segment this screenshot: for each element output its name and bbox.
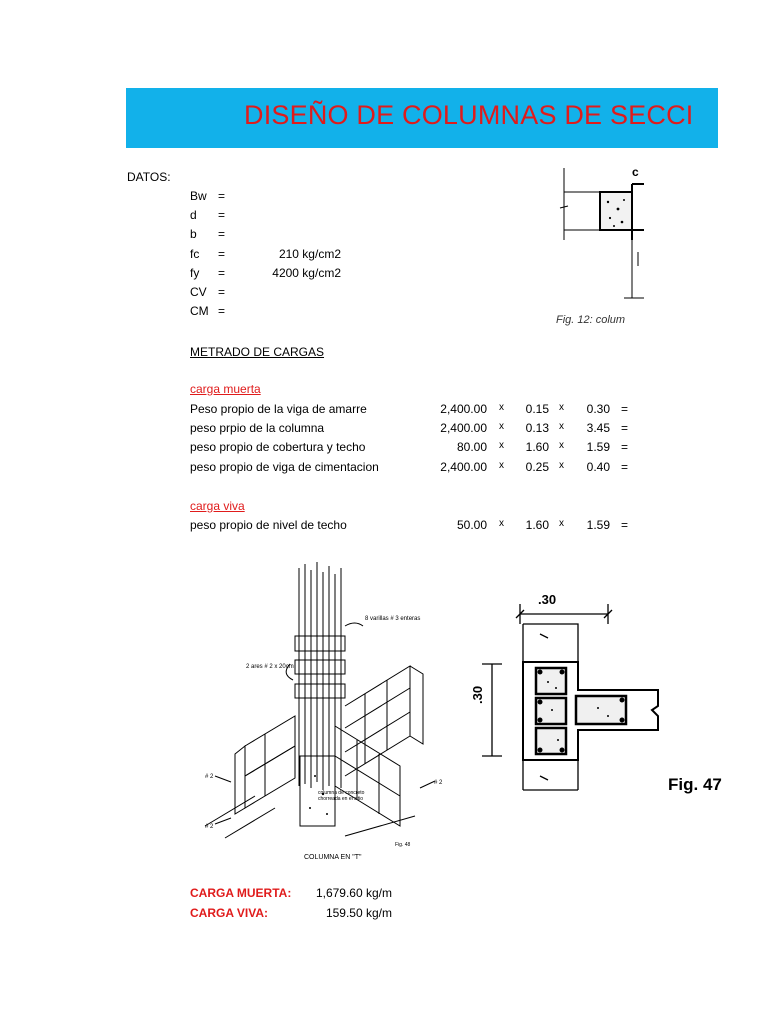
cm-x1: x [499,440,504,451]
cv-eq: = [621,518,629,532]
datos-eq-fy: = [218,266,226,280]
fig47-dim-top: .30 [538,592,557,607]
datos-eq-d: = [218,208,226,222]
fig48-note-verticals: 8 varillas # 3 enteras [365,616,421,622]
cm-a: 80.00 [456,440,487,454]
datos-value-fy: 4200 kg/cm2 [272,266,341,280]
datos-value-fc: 210 kg/cm2 [278,247,341,261]
fig47-label: Fig. 47 [668,775,722,794]
total-carga-viva-value: 159.50 kg/m [325,906,392,920]
cm-desc: Peso propio de la viga de amarre [190,402,367,416]
datos-name-fc: fc [190,247,200,261]
cv-x1: x [499,518,504,529]
cv-b: 1.60 [525,518,549,532]
metrado-heading: METRADO DE CARGAS [190,345,325,359]
fig48-isometric-drawing [195,556,450,868]
cv-c: 1.59 [586,518,610,532]
cm-x2: x [559,421,564,432]
cm-desc: peso prpio de la columna [190,421,325,435]
fig48-caption: COLUMNA EN "T" [304,854,362,861]
datos-eq-bw: = [218,189,226,203]
cm-c: 1.59 [586,440,610,454]
cm-x2: x [559,440,564,451]
fig48-label-right: # 2 [434,780,443,786]
cm-c: 0.30 [586,402,610,416]
cv-x2: x [559,518,564,529]
cm-eq: = [621,440,629,454]
datos-eq-b: = [218,227,226,241]
carga-muerta-heading: carga muerta [190,382,261,396]
fig47-dim-left: .30 [470,685,485,704]
datos-name-cm: CM [190,304,209,318]
fig48-note-column: columna de concreto chorreada en el sitio [318,790,365,802]
cm-eq: = [621,421,629,435]
cm-desc: peso propio de viga de cimentacion [190,460,379,474]
cm-a: 2,400.00 [440,402,487,416]
fig48-note-ties: 2 ares # 2 x 20cm [246,664,294,670]
total-carga-viva-label: CARGA VIVA: [190,906,268,920]
datos-name-d: d [190,208,197,222]
cm-b: 0.15 [525,402,549,416]
datos-name-bw: Bw [190,189,207,203]
fig48-label-left-bottom: # 2 [205,824,214,830]
cm-c: 3.45 [586,421,610,435]
cm-b: 0.25 [525,460,549,474]
cm-b: 1.60 [525,440,549,454]
fig48-label-left-top: # 2 [205,774,214,780]
datos-name-fy: fy [190,266,200,280]
cm-x1: x [499,402,504,413]
cm-b: 0.13 [525,421,549,435]
datos-name-b: b [190,227,197,241]
cm-a: 2,400.00 [440,460,487,474]
cm-a: 2,400.00 [440,421,487,435]
cm-x2: x [559,460,564,471]
cm-eq: = [621,460,629,474]
cm-x1: x [499,460,504,471]
fig12-caption: Fig. 12: colum [556,314,626,326]
total-carga-muerta-value: 1,679.60 kg/m [315,886,392,900]
fig47-section-plan [468,590,668,800]
cm-x1: x [499,421,504,432]
datos-eq-cm: = [218,304,226,318]
fig48-small-fig: Fig. 48 [395,842,411,848]
cm-eq: = [621,402,629,416]
cv-desc: peso propio de nivel de techo [190,518,347,532]
cm-desc: peso propio de cobertura y techo [190,440,366,454]
total-carga-muerta-label: CARGA MUERTA: [190,886,292,900]
cm-x2: x [559,402,564,413]
fig12-column-detail [548,162,644,302]
datos-label: DATOS: [127,170,171,184]
title-banner [126,88,718,148]
datos-eq-fc: = [218,247,226,261]
page-title: DISEÑO DE COLUMNAS DE SECCI [244,100,694,130]
carga-viva-heading: carga viva [190,499,245,513]
datos-name-cv: CV [190,285,207,299]
datos-eq-cv: = [218,285,226,299]
fig12-label: c [632,165,639,179]
cv-a: 50.00 [456,518,487,532]
cm-c: 0.40 [586,460,610,474]
